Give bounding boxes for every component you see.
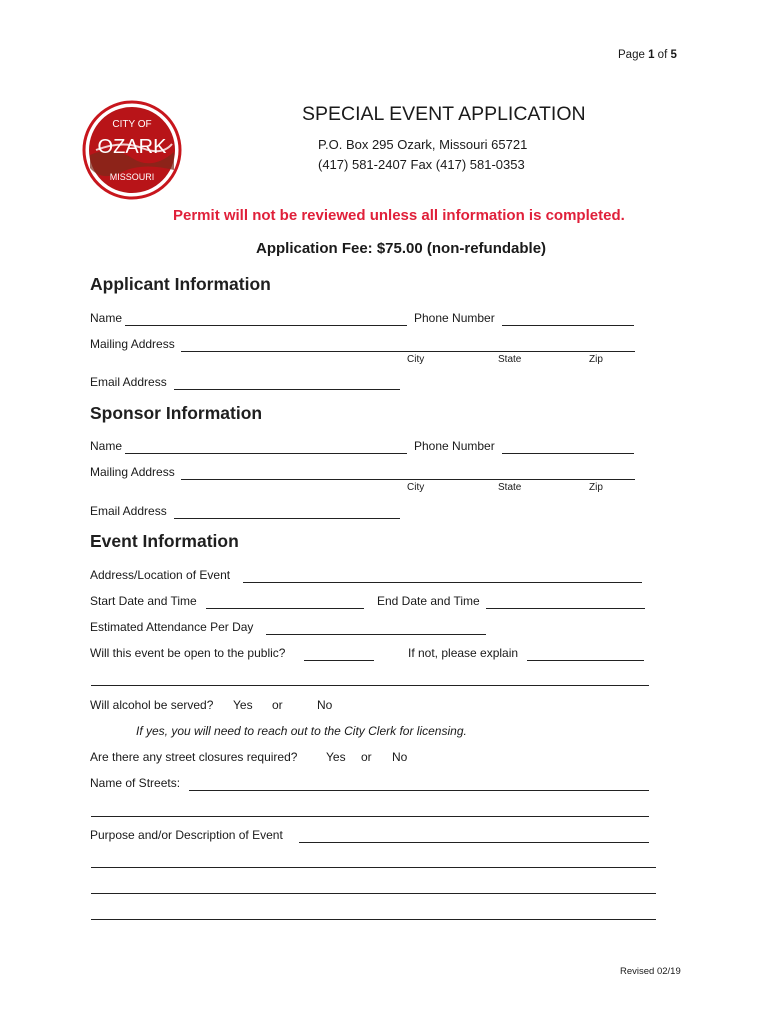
sponsor-heading: Sponsor Information: [90, 403, 263, 423]
applicant-zip-sublabel: Zip: [589, 354, 603, 365]
sponsor-city-sublabel: City: [407, 482, 425, 493]
logo-middle-text: OZARK: [97, 136, 167, 158]
page-number: [618, 49, 677, 61]
public-field[interactable]: [304, 660, 374, 661]
applicant-email-field[interactable]: [174, 389, 400, 390]
applicant-state-sublabel: State: [498, 354, 522, 365]
purpose-line-3[interactable]: [91, 893, 656, 894]
office-phone: (417) 581-2407 Fax (417) 581-0353: [318, 157, 525, 172]
applicant-city-sublabel: City: [407, 354, 425, 365]
streets-label: Name of Streets:: [90, 776, 181, 790]
explain-continuation-line[interactable]: [91, 685, 649, 686]
page-of: of: [657, 49, 668, 61]
end-datetime-field[interactable]: [486, 608, 645, 609]
alcohol-no-option[interactable]: No: [317, 698, 333, 712]
logo-top-text: CITY OF: [112, 119, 152, 130]
applicant-heading: Applicant Information: [90, 274, 271, 294]
sponsor-phone-field[interactable]: [502, 453, 634, 454]
city-seal-graphic: [82, 100, 182, 200]
office-address: P.O. Box 295 Ozark, Missouri 65721: [318, 137, 528, 152]
logo-bottom-text: MISSOURI: [109, 172, 155, 182]
start-datetime-label: Start Date and Time: [90, 594, 197, 608]
form-title: SPECIAL EVENT APPLICATION: [302, 103, 586, 125]
applicant-phone-field[interactable]: [502, 325, 634, 326]
sponsor-name-label: Name: [90, 439, 123, 453]
applicant-email-label: Email Address: [90, 375, 167, 389]
public-label: Will this event be open to the public?: [90, 646, 286, 660]
sponsor-mailing-label: Mailing Address: [90, 465, 175, 479]
sponsor-state-sublabel: State: [498, 482, 522, 493]
closures-no-option[interactable]: No: [392, 750, 408, 764]
streets-field[interactable]: [189, 790, 649, 791]
revision-date: Revised 02/19: [620, 966, 681, 977]
sponsor-zip-sublabel: Zip: [589, 482, 603, 493]
purpose-field[interactable]: [299, 842, 649, 843]
purpose-label: Purpose and/or Description of Event: [90, 828, 283, 842]
applicant-mailing-label: Mailing Address: [90, 337, 175, 351]
purpose-line-2[interactable]: [91, 867, 656, 868]
page-total: 5: [670, 49, 677, 61]
alcohol-label: Will alcohol be served?: [90, 698, 214, 712]
attendance-label: Estimated Attendance Per Day: [90, 620, 254, 634]
start-datetime-field[interactable]: [206, 608, 364, 609]
applicant-phone-label: Phone Number: [414, 311, 495, 325]
sponsor-email-field[interactable]: [174, 518, 400, 519]
alcohol-licensing-note: If yes, you will need to reach out to the City Clerk for licensing.: [136, 724, 467, 738]
page-prefix: Page: [618, 49, 645, 61]
purpose-line-4[interactable]: [91, 919, 656, 920]
page-current: 1: [648, 49, 655, 61]
closures-or-text: or: [361, 750, 372, 764]
alcohol-or-text: or: [272, 698, 283, 712]
applicant-name-field[interactable]: [125, 325, 407, 326]
incomplete-notice: Permit will not be reviewed unless all information is completed.: [173, 207, 625, 224]
sponsor-phone-label: Phone Number: [414, 439, 495, 453]
event-heading: Event Information: [90, 531, 239, 551]
attendance-field[interactable]: [266, 634, 486, 635]
end-datetime-label: End Date and Time: [377, 594, 480, 608]
explain-label: If not, please explain: [408, 646, 519, 660]
applicant-mailing-field[interactable]: [181, 351, 635, 352]
event-location-field[interactable]: [243, 582, 642, 583]
explain-field[interactable]: [527, 660, 644, 661]
sponsor-mailing-field[interactable]: [181, 479, 635, 480]
city-seal-logo: [82, 100, 182, 200]
closures-label: Are there any street closures required?: [90, 750, 298, 764]
sponsor-name-field[interactable]: [125, 453, 407, 454]
alcohol-yes-option[interactable]: Yes: [233, 698, 253, 712]
streets-continuation-line[interactable]: [91, 816, 649, 817]
closures-yes-option[interactable]: Yes: [326, 750, 346, 764]
event-location-label: Address/Location of Event: [90, 568, 231, 582]
application-fee: Application Fee: $75.00 (non-refundable): [256, 240, 547, 257]
sponsor-email-label: Email Address: [90, 504, 167, 518]
applicant-name-label: Name: [90, 311, 123, 325]
